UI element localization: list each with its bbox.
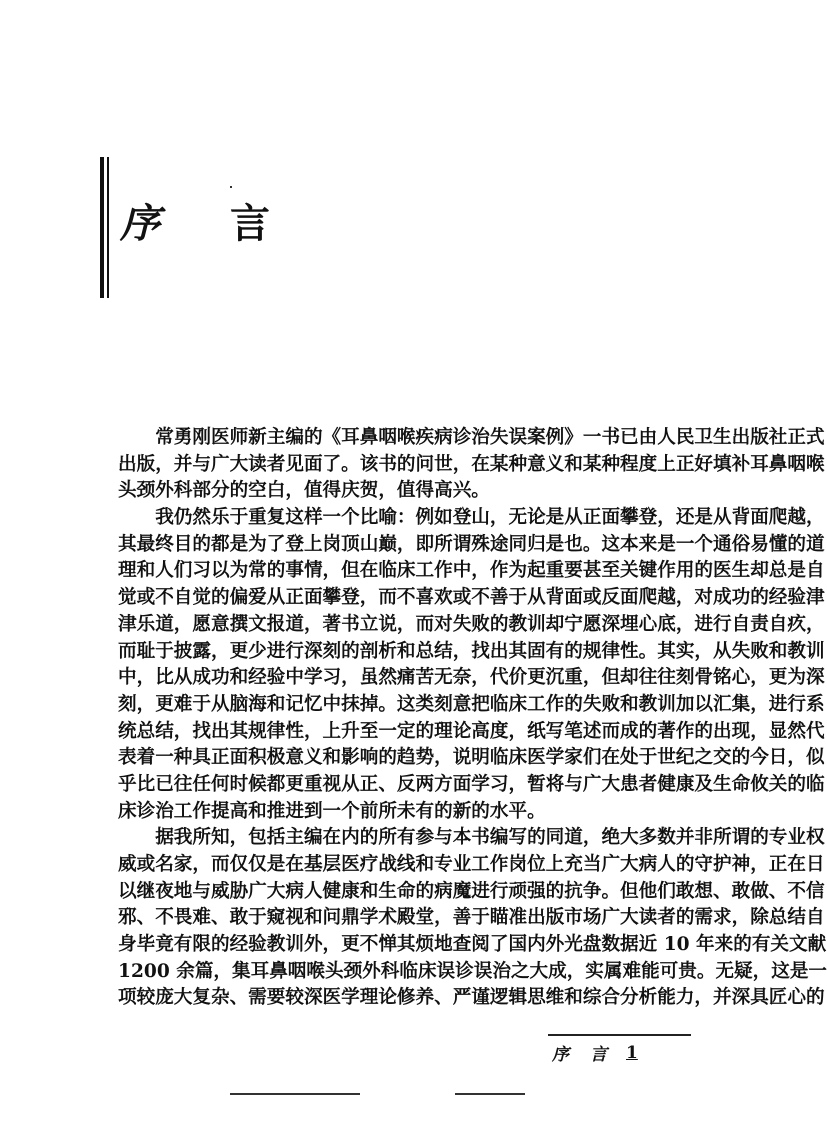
text-line: 身毕竟有限的经验教训外，更不惮其烦地查阅了国内外光盘数据近 10 年来的有关文献 — [118, 934, 827, 956]
footer-label-1: 序 — [552, 1045, 569, 1065]
heading-rule-thin — [107, 157, 109, 298]
text-line: 据我所知，包括主编在内的所有参与本书编写的同道，绝大多数并非所谓的专业权 — [118, 827, 825, 849]
text-line: 觉或不自觉的偏爱从正面攀登，而不喜欢或不善于从背面或反面爬越，对成功的经验津 — [118, 587, 825, 609]
text-line: 中，比从成功和经验中学习，虽然痛苦无奈，代价更沉重，但却往往刻骨铭心，更为深 — [118, 667, 825, 689]
text-line: 邪、不畏难、敢于窥视和问鼎学术殿堂，善于瞄准出版市场广大读者的需求，除总结自 — [118, 907, 825, 929]
text-line: 理和人们习以为常的事情，但在临床工作中，作为起重要甚至关键作用的医生却总是自 — [118, 560, 825, 582]
preface-body — [118, 425, 827, 1012]
text-line: 项较庞大复杂、需要较深医学理论修养、严谨逻辑思维和综合分析能力，并深具匠心的 — [118, 987, 825, 1009]
text-line: 以继夜地与威胁广大病人健康和生命的病魔进行顽强的抗争。但他们敢想、敢做、不信 — [118, 880, 825, 902]
scan-artifact-line — [230, 1093, 360, 1095]
scan-artifact-line — [455, 1093, 525, 1095]
page-title-char-1: 序 — [120, 200, 160, 247]
running-footer — [552, 1040, 692, 1065]
text-line: 其最终目的都是为了登上岗顶山巅，即所谓殊途同归是也。这本来是一个通俗易懂的道 — [118, 533, 825, 555]
text-line: 刻，更难于从脑海和记忆中抹掉。这类刻意把临床工作的失败和教训加以汇集，进行系 — [118, 693, 825, 715]
text-line: 头颈外科部分的空白，值得庆贺，值得高兴。 — [118, 480, 490, 502]
text-line: 我仍然乐于重复这样一个比喻：例如登山，无论是从正面攀登，还是从背面爬越， — [118, 507, 825, 529]
text-line: 统总结，找出其规律性，上升至一定的理论高度，纸写笔述而成的著作的出现，显然代 — [118, 720, 825, 742]
footer-label-2: 言 — [590, 1045, 607, 1065]
text-line: 出版，并与广大读者见面了。该书的问世，在某种意义和某种程度上正好填补耳鼻咽喉 — [118, 453, 825, 475]
text-line: 而耻于披露，更少进行深刻的剖析和总结，找出其固有的规律性。其实，从失败和教训 — [118, 640, 825, 662]
text-line: 津乐道，愿意撰文报道，著书立说，而对失败的教训却宁愿深埋心底，进行自责自疚， — [118, 613, 825, 635]
text-line: 1200 余篇，集耳鼻咽喉头颈外科临床误诊误治之大成，实属难能可贵。无疑，这是一 — [118, 960, 827, 982]
scan-speck — [230, 186, 232, 188]
text-line: 表着一种具正面积极意义和影响的趋势，说明临床医学家们在处于世纪之交的今日，似 — [118, 747, 825, 769]
text-line: 威或名家，而仅仅是在基层医疗战线和专业工作岗位上充当广大病人的守护神，正在日 — [118, 854, 825, 875]
page-title-char-2: 言 — [230, 200, 270, 247]
heading-rule-thick — [100, 157, 104, 298]
footer-rule — [548, 1034, 691, 1036]
page-number: 1 — [626, 1042, 638, 1063]
text-line: 常勇刚医师新主编的《耳鼻咽喉疾病诊治失误案例》一书已由人民卫生出版社正式 — [118, 427, 825, 448]
text-line: 床诊治工作提高和推进到一个前所未有的新的水平。 — [118, 800, 546, 822]
text-line: 乎比已往任何时候都更重视从正、反两方面学习，暂将与广大患者健康及生命攸关的临 — [118, 773, 825, 795]
